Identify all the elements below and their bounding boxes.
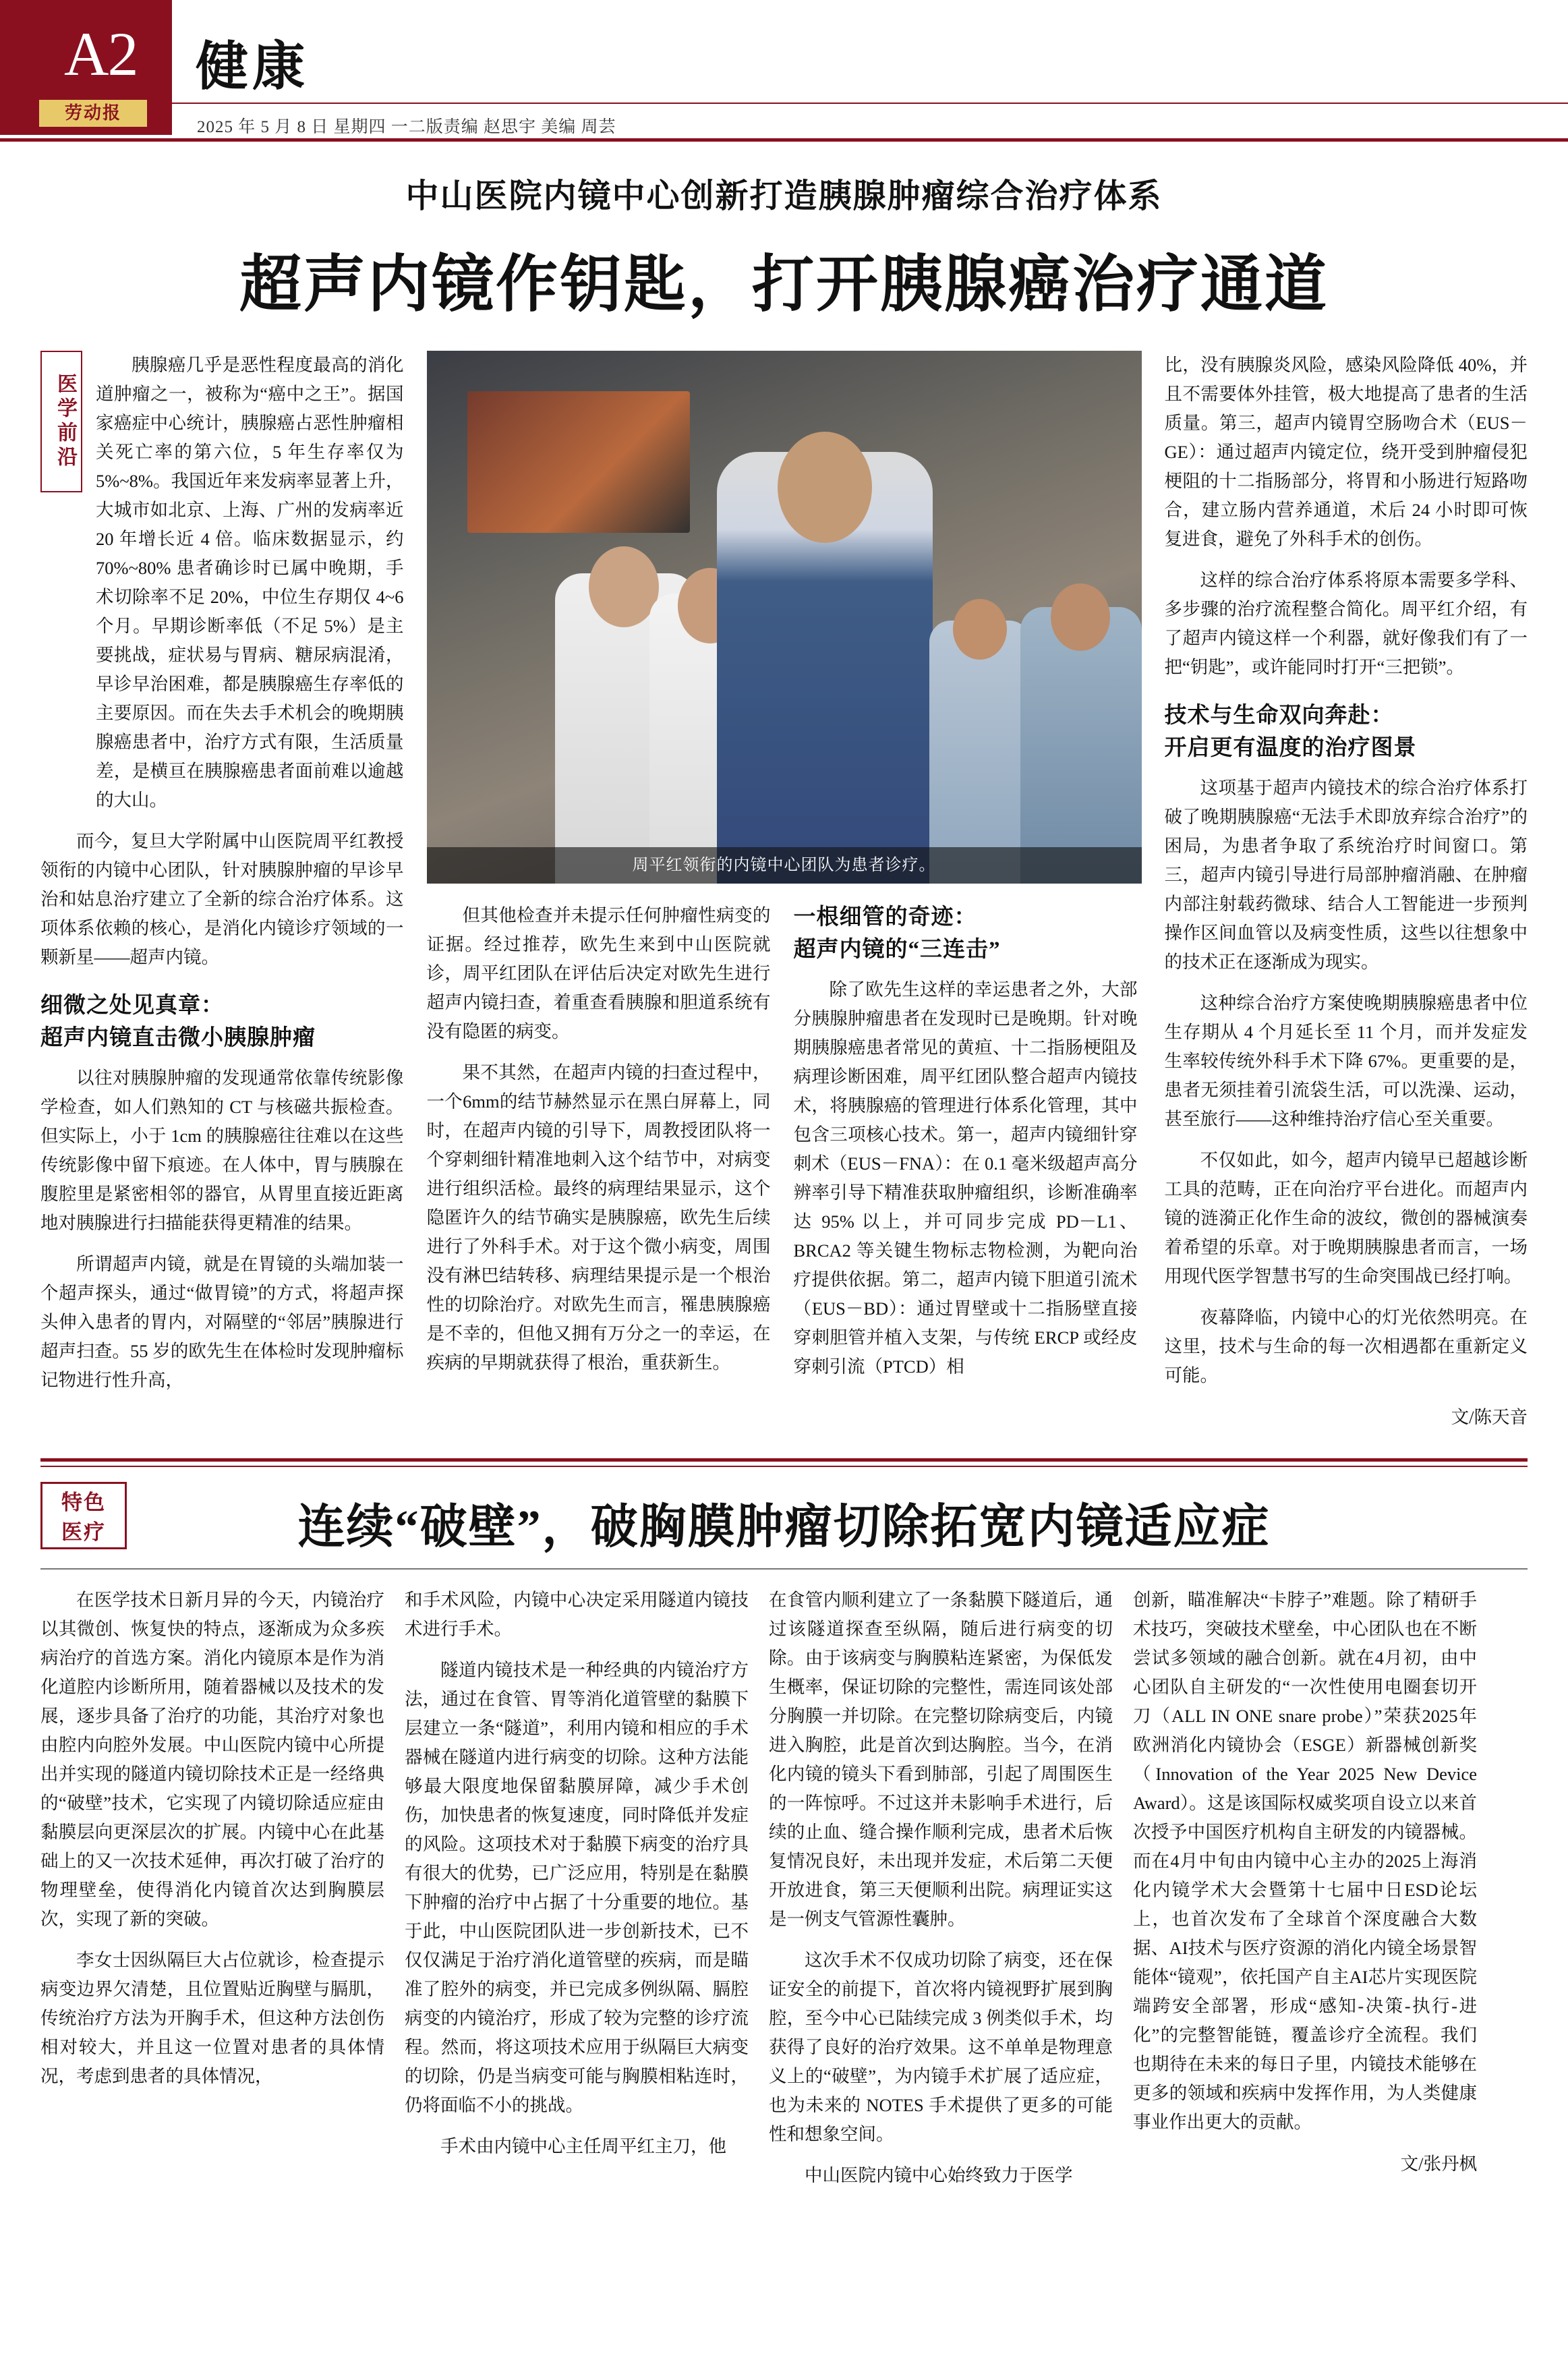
paragraph: 这种综合治疗方案使晚期胰腺癌患者中位生存期从 4 个月延长至 11 个月，而并发症发生率较传统外科手术下降 67%。更重要的是，患者无须挂着引流袋生活，可以洗澡、运动，甚至旅行——这种维持治疗信心至关重要。	[1164, 993, 1528, 1129]
article2	[0, 1467, 1568, 2202]
paragraph: 果不其然，在超声内镜的扫查过程中，一个6mm的结节赫然显示在黑白屏幕上，同时，在超声内镜的引导下，周教授团队将一个穿刺细针精准地刺入这个结节中，对病变进行组织活检。最终的病理结果显示，这个隐匿许久的结节确实是胰腺癌，欧先生后续进行了外科手术。对于这个微小病变，周围没有淋巴结转移、病理结果提示是一个根治性的切除治疗。对欧先生而言，罹患胰腺癌是不幸的，但他又拥有万分之一的幸运，在疾病的早期就获得了根治，重获新生。	[426, 1062, 771, 1373]
paragraph: 比，没有胰腺炎风险，感染风险降低 40%，并且不需要体外挂管，极大地提高了患者的生活质量。第三，超声内镜胃空肠吻合术（EUS－GE）：通过超声内镜定位，绕开受到肿瘤侵犯梗阻的十二指肠部分，将胃和小肠进行短路吻合，建立肠内营养通道，术后 24 小时即可恢复进食，避免了外科手术的创伤。	[1164, 355, 1528, 549]
article1-subhead-3	[1165, 699, 1528, 764]
article1-photo	[427, 351, 1142, 884]
paragraph: 在医学技术日新月异的今天，内镜治疗以其微创、恢复快的特点，逐渐成为众多疾病治疗的首选方案。消化内镜原本是作为消化道腔内诊断所用，随着器械以及技术的发展，逐步具备了治疗的功能，其治疗对象也由腔内向腔外发展。中山医院内镜中心所提出并实现的隧道内镜切除技术正是一经络典的“破壁”技术，它实现了内镜切除适应症由黏膜层向更深层次的扩展。内镜中心在此基础上的又一次技术延伸，再次打破了治疗的物理壁垒，使得消化内镜首次达到胸膜层次，实现了新的突破。	[40, 1590, 384, 1929]
article1-subhead-2	[794, 901, 1138, 966]
paragraph: 而今，复旦大学附属中山医院周平红教授领衔的内镜中心团队，针对胰腺肿瘤的早诊早治和姑息治疗建立了全新的综合治疗体系。这项体系依赖的核心，是消化内镜诊疗领域的一颗新星——超声内镜。	[40, 831, 404, 967]
paragraph: 但其他检查并未提示任何肿瘤性病变的证据。经过推荐，欧先生来到中山医院就诊，周平红团队在评估后决定对欧先生进行超声内镜扫查，着重查看胰腺和胆道系统有没有隐匿的病变。	[426, 905, 771, 1041]
article2-column-1	[40, 1586, 384, 2103]
subhead-line: 技术与生命双向奔赴：	[1164, 703, 1394, 728]
section-title: 健康	[196, 37, 310, 96]
article2-column-4	[1133, 1586, 1477, 2175]
article2-badge	[40, 1482, 127, 1549]
paragraph: 这项基于超声内镜技术的综合治疗体系打破了晚期胰腺癌“无法手术即放弃综合治疗”的困局，为患者争取了系统治疗时间窗口。第三，超声内镜引导进行局部肿瘤消融、在肿瘤内部注射载药微球、结合人工智能进一步预判操作区间血管以及病变性质，这些以往想象中的技术正在逐渐成为现实。	[1164, 778, 1528, 972]
article1-body	[0, 351, 1568, 1429]
article2-body	[40, 1586, 1528, 2202]
article2-column-3	[769, 1586, 1113, 2202]
article1-column-2a	[427, 901, 771, 1389]
paragraph: 隧道内镜技术是一种经典的内镜治疗方法，通过在食管、胃等消化道管壁的黏膜下层建立一条“隧道”，利用内镜和相应的手术器械在隧道内进行病变的切除。这种方法能够最大限度地保留黏膜屏障，减少手术创伤，加快患者的恢复速度，同时降低并发症的风险。这项技术对于黏膜下病变的治疗具有很大的优势，已广泛应用，特别是在黏膜下肿瘤的治疗中占据了十分重要的地位。基于此，中山医院团队进一步创新技术，已不仅仅满足于治疗消化道管壁的疾病，而是瞄准了腔外的病变，并已完成多例纵隔、膈腔病变的内镜治疗，形成了较为完整的诊疗流程。然而，将这项技术应用于纵隔巨大病变的切除，仍是当病变可能与胸膜相粘连时，仍将面临不小的挑战。	[405, 1660, 749, 2115]
paragraph: 所谓超声内镜，就是在胃镜的头端加装一个超声探头，通过“做胃镜”的方式，将超声探头伸入患者的胃内，对隔壁的“邻居”胰腺进行超声扫查。55 岁的欧先生在体检时发现肿瘤标记物进行性升高，	[40, 1254, 404, 1390]
paragraph: 夜幕降临，内镜中心的灯光依然明亮。在这里，技术与生命的每一次相遇都在重新定义可能。	[1164, 1307, 1528, 1385]
paragraph: 李女士因纵隔巨大占位就诊，检查提示病变边界欠清楚，且位置贴近胸壁与膈肌，传统治疗方法为开胸手术，但这种方法创伤相对较大，并且这一位置对患者的具体情况，考虑到患者的具体情况，	[40, 1950, 384, 2086]
photo-figure-right-1	[929, 621, 1030, 884]
photo-figure-left-head	[589, 546, 659, 627]
paragraph: 在食管内顺利建立了一条黏膜下隧道后，通过该隧道探查至纵隔，随后进行病变的切除。由于该病变与胸膜粘连紧密，为保低发生概率，保证切除的完整性，需连同该处部分胸膜一并切除。在完整切除病变后，内镜进入胸腔，此是首次到达胸腔。当今，在消化内镜的镜头下看到肺部，引起了周围医生的一阵惊呼。不过这并未影响手术进行，后续的止血、缝合操作顺利完成，患者术后恢复情况良好，未出现并发症，术后第二天便开放进食，第三天便顺利出院。病理证实这是一例支气管源性囊肿。	[769, 1590, 1113, 1929]
section-divider-thick	[40, 1458, 1528, 1462]
article1-column-3	[1165, 351, 1528, 1429]
subhead-line: 一根细管的奇迹：	[793, 905, 977, 929]
paragraph: 胰腺癌几乎是恶性程度最高的消化道肿瘤之一，被称为“癌中之王”。据国家癌症中心统计，胰腺癌占恶性肿瘤相关死亡率的第六位，5 年生存率仅为 5%~8%。我国近年来发病率显著上升，大城市如北京、上海、广州的发病率近 20 年增长近 4 倍。临床数据显示，约 70%~80% 患者确诊时已属中晚期，手术切除率不足 20%，中位生存期仅 4~6 个月。早期诊断率低（不足 5%）是主要挑战，症状易与胃病、糖尿病混淆，早诊早治困难，都是胰腺癌生存率低的主要原因。而在失去手术机会的晚期胰腺癌患者中，治疗方式有限，生活质量差，是横亘在胰腺癌患者面前难以逾越的大山。	[96, 355, 404, 810]
article2-header	[40, 1467, 1528, 1568]
paper-logo: 劳动报	[39, 100, 147, 127]
paragraph: 和手术风险，内镜中心决定采用隧道内镜技术进行手术。	[405, 1590, 749, 1639]
photo-caption: 周平红领衔的内镜中心团队为患者诊疗。	[427, 847, 1142, 884]
paragraph: 这样的综合治疗体系将原本需要多学科、多步骤的治疗流程整合简化。周平红介绍，有了超声内镜这样一个利器，就好像我们有了一把“钥匙”，或许能同时打开“三把锁”。	[1164, 570, 1528, 677]
article1-center	[427, 351, 1142, 1394]
article1-headline: 超声内镜作钥匙，打开胰腺癌治疗通道	[239, 250, 1329, 319]
paragraph: 不仅如此，如今，超声内镜早已超越诊断工具的范畴，正在向治疗平台进化。而超声内镜的涟漪正化作生命的波纹，微创的器械演奏着希望的乐章。对于晚期胰腺患者而言，一场用现代医学智慧书写的生命突围战已经打响。	[1164, 1150, 1528, 1286]
paragraph: 这次手术不仅成功切除了病变，还在保证安全的前提下，首次将内镜视野扩展到胸腔，至今中心已陆续完成 3 例类似手术，均获得了良好的治疗效果。这不单单是物理意义上的“破壁”，为内镜手术扩展了适应症，也为未来的 NOTES 手术提供了更多的可能性和想象空间。	[769, 1950, 1113, 2144]
subhead-line: 超声内镜直击微小胰腺肿瘤	[40, 1026, 316, 1050]
subhead-line: 开启更有温度的治疗图景	[1164, 736, 1417, 760]
page-number: A2	[64, 20, 138, 88]
subhead-line: 超声内镜的“三连击”	[793, 938, 1001, 962]
article2-signature: 文/张丹枫	[1400, 2154, 1477, 2174]
article1-column-1	[40, 351, 404, 1407]
badge-line: 特色	[61, 1491, 106, 1514]
badge-line: 医疗	[61, 1520, 106, 1544]
article1-signature: 文/陈天音	[1451, 1407, 1528, 1427]
article1-badge: 医学前沿	[40, 351, 82, 492]
photo-figure-right-1-head	[953, 599, 1007, 660]
article2-title: 连续“破壁”，破胸膜肿瘤切除拓宽内镜适应症	[297, 1501, 1271, 1553]
article1-column-2b	[794, 901, 1138, 1394]
article2-rule	[40, 1568, 1528, 1570]
masthead-meta: 2025 年 5 月 8 日 星期四 一二版责编 赵思宇 美编 周芸	[197, 118, 616, 136]
photo-monitor	[467, 391, 690, 533]
article1-subhead-1	[40, 989, 404, 1054]
masthead	[0, 0, 1568, 142]
paragraph: 以往对胰腺肿瘤的发现通常依靠传统影像学检查，如人们熟知的 CT 与核磁共振检查。但实际上，小于 1cm 的胰腺癌往往难以在这些传统影像中留下痕迹。在人体中，胃与胰腺在腹腔里是紧密相邻的器官，从胃里直接近距离地对胰腺进行扫描能获得更精准的结果。	[40, 1068, 404, 1233]
paragraph: 中山医院内镜中心始终致力于医学	[805, 2165, 1073, 2185]
subhead-line: 细微之处见真章：	[40, 994, 224, 1018]
article1-kicker: 中山医院内镜中心创新打造胰腺肿瘤综合治疗体系	[405, 177, 1163, 214]
photo-figure-right-2-head	[1051, 583, 1110, 651]
paragraph: 创新，瞄准解决“卡脖子”难题。除了精研手术技巧，突破技术壁垒，中心团队也在不断尝试多领域的融合创新。就在4月初，由中心团队自主研发的“一次性使用电圈套切开刀（ALL IN ONE snare probe）”荣获2025年欧洲消化内镜协会（ESGE）新器械创新奖（Innovation of the Year 2025 New Device Award）。这是该国际权威奖项自设立以来首次授予中国医疗机构自主研发的内镜器械。而在4月中旬由内镜中心主办的2025上海消化内镜学术大会暨第十七届中日ESD论坛上，也首次发布了全球首个深度融合大数据、AI技术与医疗资源的消化内镜全场景智能体“镜观”，依托国产自主AI芯片实现医院端跨安全部署，形成“感知-决策-执行-进化”的完整智能链，覆盖诊疗全流程。我们也期待在未来的每日子里，内镜技术能够在更多的领域和疾病中发挥作用，为人类健康事业作出更大的贡献。	[1133, 1590, 1477, 2132]
photo-figure-main-head	[778, 432, 872, 543]
paragraph: 除了欧先生这样的幸运患者之外，大部分胰腺肿瘤患者在发现时已是晚期。针对晚期胰腺癌患者常见的黄疸、十二指肠梗阻及病理诊断困难，周平红团队整合超声内镜技术，将胰腺癌的管理进行体系化管理，其中包含三项核心技术。第一，超声内镜细针穿刺术（EUS－FNA）：在 0.1 毫米级超声高分辨率引导下精准获取肿瘤组织，诊断准确率达 95% 以上，并可同步完成 PD－L1、BRCA2 等关键生物标志物检测，为靶向治疗提供依据。第二，超声内镜下胆道引流术（EUS－BD）：通过胃壁或十二指肠壁直接穿刺胆管并植入支架，与传统 ERCP 或经皮穿刺引流（PTCD）相	[793, 979, 1138, 1377]
article2-column-2	[405, 1586, 749, 2173]
paragraph: 手术由内镜中心主任周平红主刀，他	[440, 2136, 726, 2156]
masthead-divider	[172, 103, 1568, 104]
